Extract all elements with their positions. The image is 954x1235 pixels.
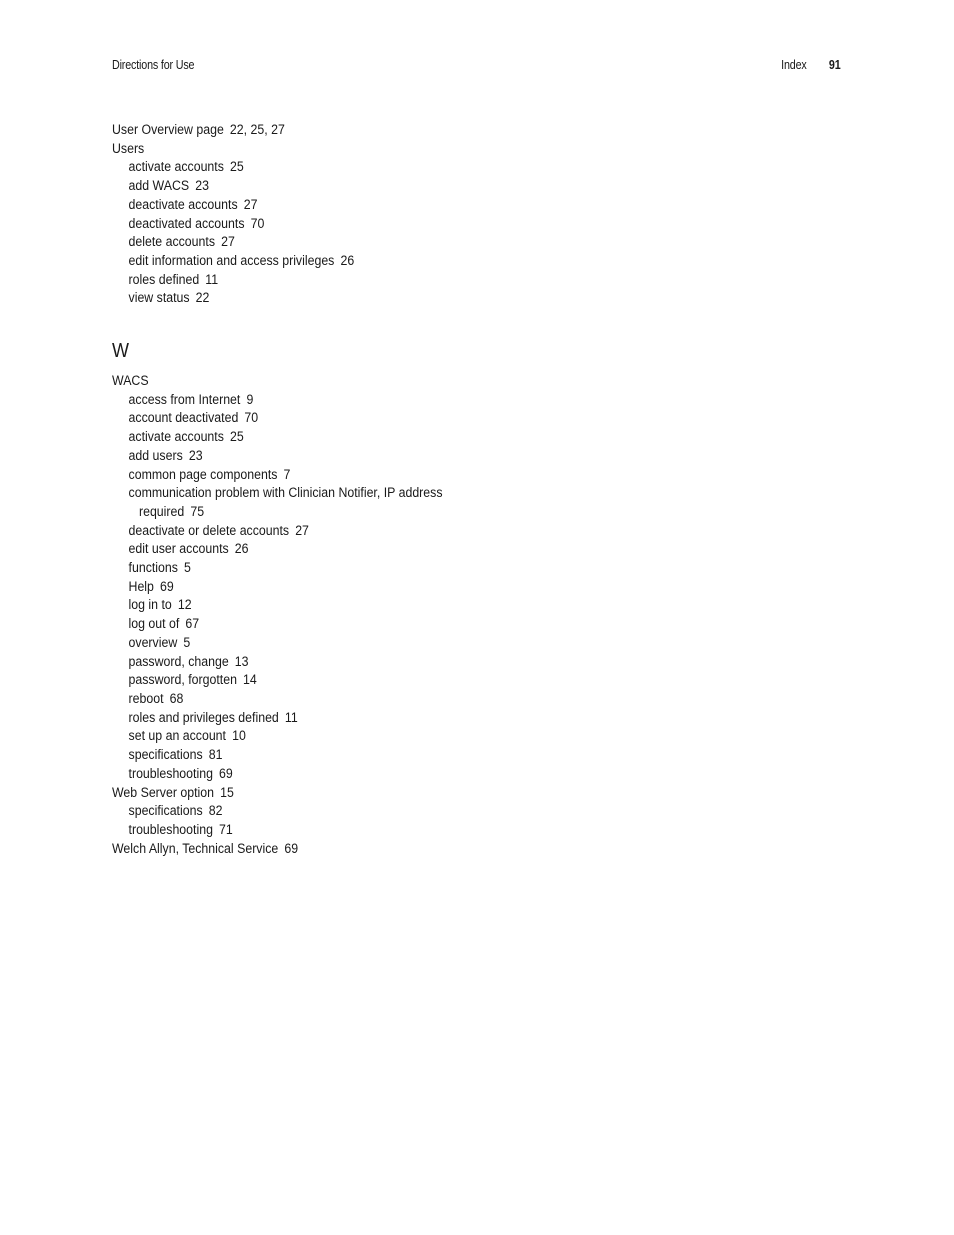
index-entry xyxy=(112,372,564,391)
entry-page-refs: 13 xyxy=(234,653,249,670)
entry-label: roles defined xyxy=(128,271,200,288)
index-group-w xyxy=(112,372,632,858)
entry-page-refs: 81 xyxy=(208,747,223,764)
index-subentry xyxy=(112,503,564,522)
entry-page-refs: 11 xyxy=(284,709,298,726)
index-subentry xyxy=(112,409,564,428)
page-header xyxy=(112,58,841,76)
entry-page-refs: 69 xyxy=(284,840,299,857)
index-subentry xyxy=(112,727,564,746)
entry-label: Users xyxy=(112,140,145,157)
entry-label: troubleshooting xyxy=(128,821,213,838)
index-subentry xyxy=(112,522,564,541)
index-subentry xyxy=(112,447,564,466)
entry-label: edit information and access privileges xyxy=(128,252,335,269)
entry-page-refs: 26 xyxy=(340,252,355,269)
index-entry xyxy=(112,140,564,159)
index-subentry xyxy=(112,765,564,784)
entry-page-refs: 27 xyxy=(221,234,235,251)
entry-label: add WACS xyxy=(128,178,190,195)
entry-label: delete accounts xyxy=(128,234,215,251)
index-subentry xyxy=(112,634,564,653)
entry-label: deactivated accounts xyxy=(128,215,245,232)
entry-label: troubleshooting xyxy=(128,765,213,782)
entry-page-refs: 68 xyxy=(169,690,184,707)
entry-page-refs: 27 xyxy=(243,196,258,213)
entry-label: functions xyxy=(128,560,178,577)
entry-page-refs: 71 xyxy=(219,821,233,838)
entry-page-refs: 22, 25, 27 xyxy=(229,122,285,138)
entry-label: set up an account xyxy=(128,728,226,745)
entry-label: activate accounts xyxy=(128,159,224,176)
index-group-u xyxy=(112,121,632,308)
index-subentry xyxy=(112,653,564,672)
entry-page-refs: 26 xyxy=(234,541,249,558)
entry-page-refs: 12 xyxy=(177,597,192,614)
index-entry xyxy=(112,840,564,859)
entry-label: overview xyxy=(128,634,178,651)
entry-label: edit user accounts xyxy=(128,541,229,558)
index-subentry xyxy=(112,671,564,690)
entry-label: deactivate accounts xyxy=(128,196,238,213)
entry-page-refs: 7 xyxy=(283,466,291,483)
index-list xyxy=(112,121,632,858)
index-subentry xyxy=(112,615,564,634)
entry-label: roles and privileges defined xyxy=(128,709,279,726)
entry-page-refs: 70 xyxy=(250,215,265,232)
entry-label: password, change xyxy=(128,653,229,670)
entry-page-refs: 69 xyxy=(160,578,174,595)
index-subentry xyxy=(112,596,564,615)
entry-page-refs: 25 xyxy=(229,429,244,446)
index-subentry xyxy=(112,709,564,728)
index-subentry xyxy=(112,196,564,215)
index-subentry xyxy=(112,746,564,765)
entry-label: activate accounts xyxy=(128,429,224,446)
index-entry xyxy=(112,121,564,140)
entry-page-refs: 15 xyxy=(220,784,234,801)
index-subentry xyxy=(112,428,564,447)
index-subentry xyxy=(112,233,564,252)
entry-page-refs: 67 xyxy=(185,616,200,633)
entry-label: password, forgotten xyxy=(128,672,237,689)
entry-label: Web Server option xyxy=(112,784,215,801)
entry-page-refs: 14 xyxy=(243,672,257,689)
entry-page-refs: 23 xyxy=(195,178,209,195)
index-subentry xyxy=(112,271,564,290)
entry-page-refs: 69 xyxy=(219,765,233,782)
index-subentry xyxy=(112,802,564,821)
index-subentry xyxy=(112,559,564,578)
entry-page-refs: 75 xyxy=(190,503,205,520)
section-letter-w: W xyxy=(112,340,130,363)
entry-label: specifications xyxy=(128,803,203,820)
entry-label: required xyxy=(138,503,185,520)
entry-label: Help xyxy=(128,578,154,595)
entry-page-refs: 5 xyxy=(184,560,191,577)
index-subentry xyxy=(112,177,564,196)
index-subentry xyxy=(112,540,564,559)
index-subentry xyxy=(112,466,564,485)
entry-label: Welch Allyn, Technical Service xyxy=(112,840,279,857)
entry-label: communication problem with Clinician Notifier, IP address xyxy=(128,485,443,502)
index-subentry xyxy=(112,289,564,308)
index-subentry xyxy=(112,578,564,597)
entry-page-refs: 11 xyxy=(205,271,219,288)
index-subentry xyxy=(112,252,564,271)
index-subentry xyxy=(112,690,564,709)
index-subentry xyxy=(112,215,564,234)
entry-page-refs: 5 xyxy=(183,634,191,651)
entry-page-refs: 27 xyxy=(295,522,309,539)
entry-page-refs: 82 xyxy=(208,803,223,820)
index-subentry xyxy=(112,391,564,410)
entry-label: WACS xyxy=(112,373,149,390)
index-entry xyxy=(112,784,564,803)
entry-label: User Overview page xyxy=(112,122,224,138)
entry-page-refs: 22 xyxy=(195,290,210,307)
header-right xyxy=(777,58,841,72)
entry-label: add users xyxy=(128,447,183,464)
page-number: 91 xyxy=(829,58,841,72)
section-name: Index xyxy=(780,58,807,72)
index-subentry xyxy=(112,821,564,840)
entry-label: access from Internet xyxy=(128,391,241,408)
entry-label: log out of xyxy=(128,616,180,633)
entry-label: common page components xyxy=(128,466,278,483)
entry-label: deactivate or delete accounts xyxy=(128,522,290,539)
index-subentry xyxy=(112,484,564,503)
entry-label: reboot xyxy=(128,690,164,707)
entry-label: account deactivated xyxy=(128,410,239,427)
index-subentry xyxy=(112,158,564,177)
entry-page-refs: 10 xyxy=(232,728,246,745)
entry-label: specifications xyxy=(128,747,203,764)
entry-page-refs: 23 xyxy=(188,447,203,464)
entry-page-refs: 25 xyxy=(229,159,244,176)
entry-page-refs: 9 xyxy=(246,391,254,408)
entry-label: view status xyxy=(128,290,190,307)
document-title: Directions for Use xyxy=(112,58,195,72)
entry-page-refs: 70 xyxy=(244,410,259,427)
entry-label: log in to xyxy=(128,597,172,614)
